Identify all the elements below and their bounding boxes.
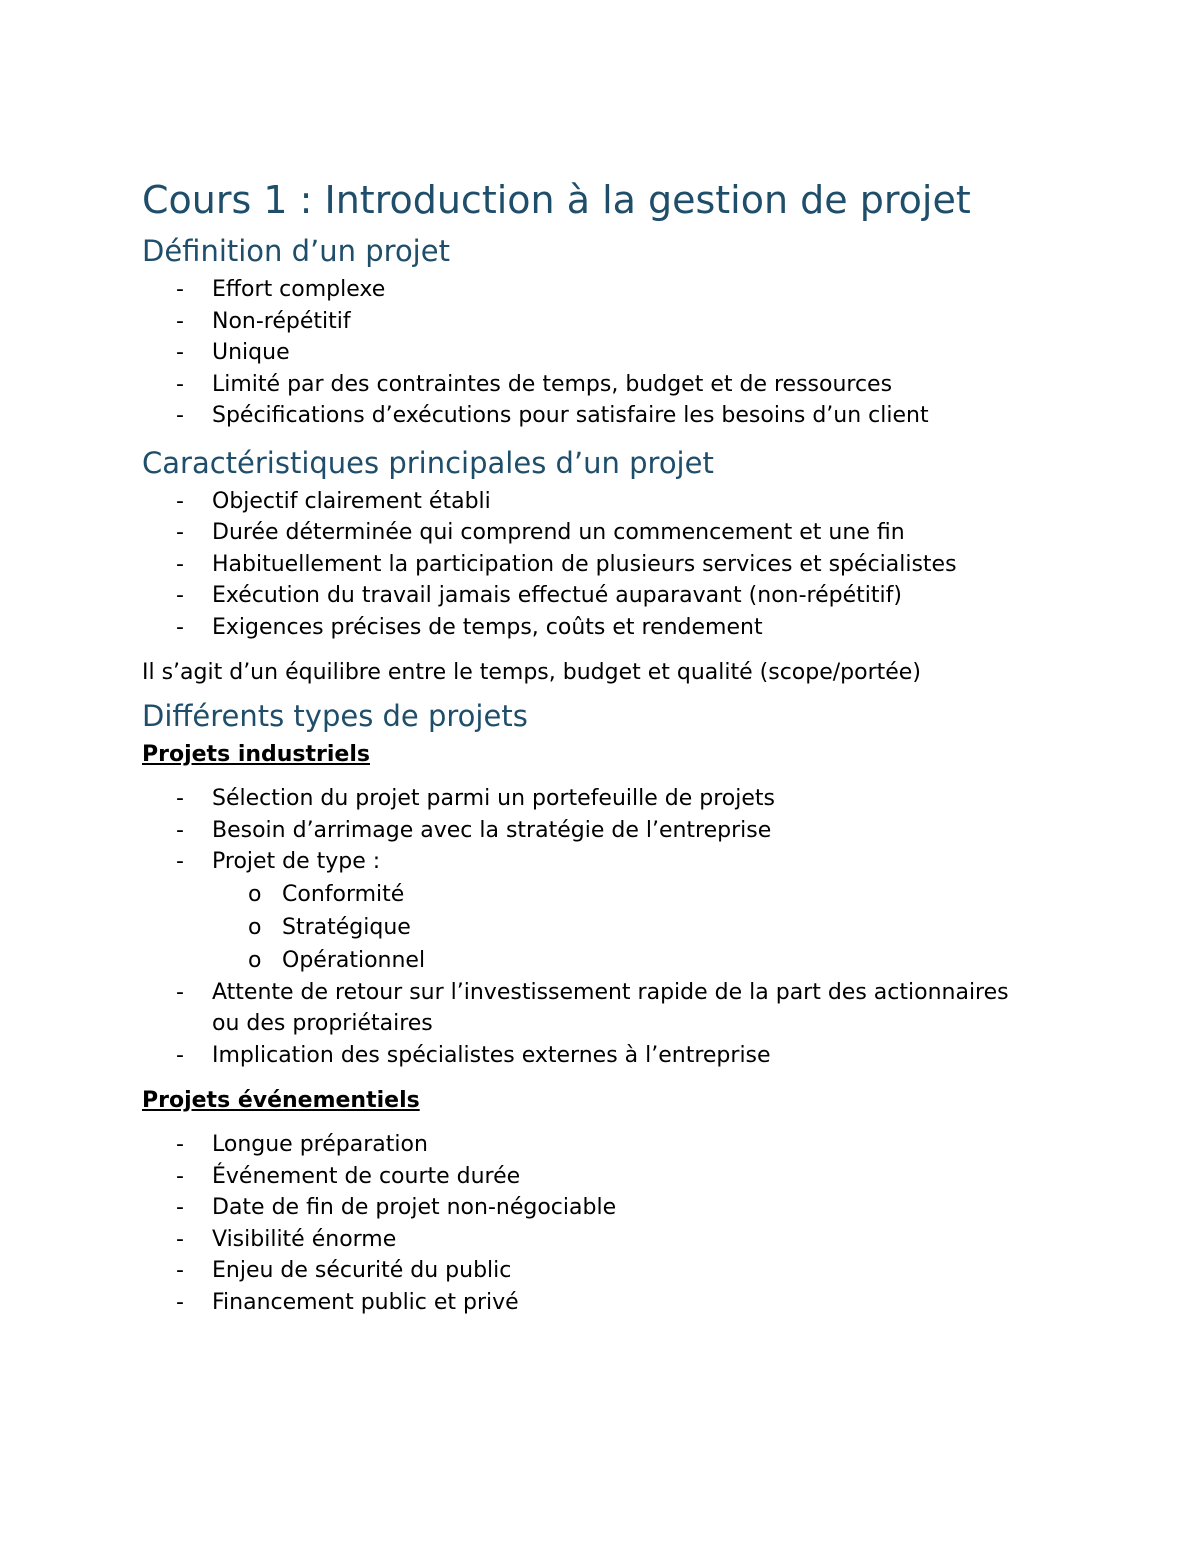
list-item: [142, 580, 1042, 612]
list-item-text: Projet de type :: [212, 849, 381, 874]
dash-bullet: -: [176, 1163, 184, 1189]
list-item-text: Sélection du projet parmi un portefeuille de projets: [212, 786, 775, 811]
list-item-text: Non-répétitif: [212, 308, 351, 334]
balance-paragraph: Il s’agit d’un équilibre entre le temps, budget et qualité (scope/portée): [142, 660, 921, 685]
dash-bullet: -: [176, 1289, 184, 1315]
list-item: [142, 369, 1042, 401]
list-item-text: Financement public et privé: [212, 1289, 519, 1315]
dash-bullet: -: [176, 1132, 184, 1157]
dash-bullet: -: [176, 786, 184, 811]
list-item-text: Besoin d’arrimage avec la stratégie de l’entreprise: [212, 817, 772, 843]
list-item: [142, 846, 1042, 977]
dash-bullet: -: [176, 340, 184, 365]
dash-bullet: -: [176, 371, 184, 397]
dash-bullet: -: [176, 614, 184, 640]
dash-bullet: -: [176, 979, 184, 1005]
sublist-item: [212, 878, 1042, 911]
list-item-text: Objectif clairement établi: [212, 488, 491, 514]
dash-bullet: -: [176, 583, 184, 608]
list-item: [142, 1255, 1042, 1287]
list-item-text: Spécifications d’exécutions pour satisfaire les besoins d’un client: [212, 403, 929, 428]
section-heading-characteristics: Caractéristiques principales d’un projet: [142, 445, 714, 480]
list-item: [142, 1287, 1042, 1319]
list-item-text: Unique: [212, 340, 290, 365]
dash-bullet: -: [176, 277, 184, 302]
dash-bullet: -: [176, 1258, 184, 1283]
document-title: Cours 1 : Introduction à la gestion de projet: [142, 178, 971, 222]
list-item-text: Attente de retour sur l’investissement rapide de la part des actionnaires ou des propriétaires: [212, 979, 1009, 1036]
dash-bullet: -: [176, 488, 184, 514]
list-item-text: Durée déterminée qui comprend un commencement et une fin: [212, 520, 905, 545]
list-item: [142, 400, 1042, 432]
list-item-text: Longue préparation: [212, 1132, 428, 1157]
circle-bullet: o: [248, 947, 262, 973]
list-item: [142, 1040, 1042, 1072]
dash-bullet: -: [176, 1042, 184, 1068]
subheading-event-projects: Projets événementiels: [142, 1088, 420, 1113]
section-heading-project-types: Différents types de projets: [142, 699, 528, 733]
subheading-industrial-projects: Projets industriels: [142, 742, 370, 767]
event-list: [142, 1129, 1042, 1318]
list-item-text: Date de fin de projet non-négociable: [212, 1195, 617, 1220]
industrial-list: [142, 783, 1042, 1071]
list-item-text: Exigences précises de temps, coûts et rendement: [212, 614, 763, 640]
list-item: [142, 486, 1042, 518]
list-item-text: Exécution du travail jamais effectué auparavant (non-répétitif): [212, 583, 902, 608]
list-item: [142, 549, 1042, 581]
list-item: [142, 306, 1042, 338]
list-item: [142, 783, 1042, 815]
list-item: [142, 1224, 1042, 1256]
dash-bullet: -: [176, 551, 184, 577]
list-item: [142, 612, 1042, 644]
circle-bullet: o: [248, 881, 262, 907]
list-item-text: Visibilité énorme: [212, 1226, 397, 1252]
list-item: [142, 337, 1042, 369]
list-item: [142, 1192, 1042, 1224]
sublist-item-text: Stratégique: [282, 914, 411, 940]
list-item: [142, 274, 1042, 306]
list-item: [142, 1129, 1042, 1161]
project-type-sublist: [212, 878, 1042, 977]
dash-bullet: -: [176, 817, 184, 843]
sublist-item-text: Opérationnel: [282, 947, 426, 973]
section-heading-definition: Définition d’un projet: [142, 234, 450, 268]
list-item-text: Événement de courte durée: [212, 1163, 521, 1189]
document-page: [142, 172, 1042, 1318]
list-item: [142, 1161, 1042, 1193]
dash-bullet: -: [176, 1226, 184, 1252]
definition-list: [142, 274, 1042, 432]
sublist-item: [212, 944, 1042, 977]
list-item-text: Limité par des contraintes de temps, budget et de ressources: [212, 371, 893, 397]
dash-bullet: -: [176, 1195, 184, 1220]
sublist-item-text: Conformité: [282, 881, 405, 907]
dash-bullet: -: [176, 849, 184, 874]
dash-bullet: -: [176, 520, 184, 545]
list-item: [142, 815, 1042, 847]
list-item-text: Implication des spécialistes externes à l’entreprise: [212, 1042, 771, 1068]
sublist-item: [212, 911, 1042, 944]
characteristics-list: [142, 486, 1042, 644]
list-item: [142, 977, 1042, 1040]
list-item-text: Effort complexe: [212, 277, 386, 302]
dash-bullet: -: [176, 308, 184, 334]
list-item-text: Habituellement la participation de plusieurs services et spécialistes: [212, 551, 957, 577]
list-item: [142, 517, 1042, 549]
circle-bullet: o: [248, 914, 262, 940]
list-item-text: Enjeu de sécurité du public: [212, 1258, 512, 1283]
dash-bullet: -: [176, 403, 184, 428]
